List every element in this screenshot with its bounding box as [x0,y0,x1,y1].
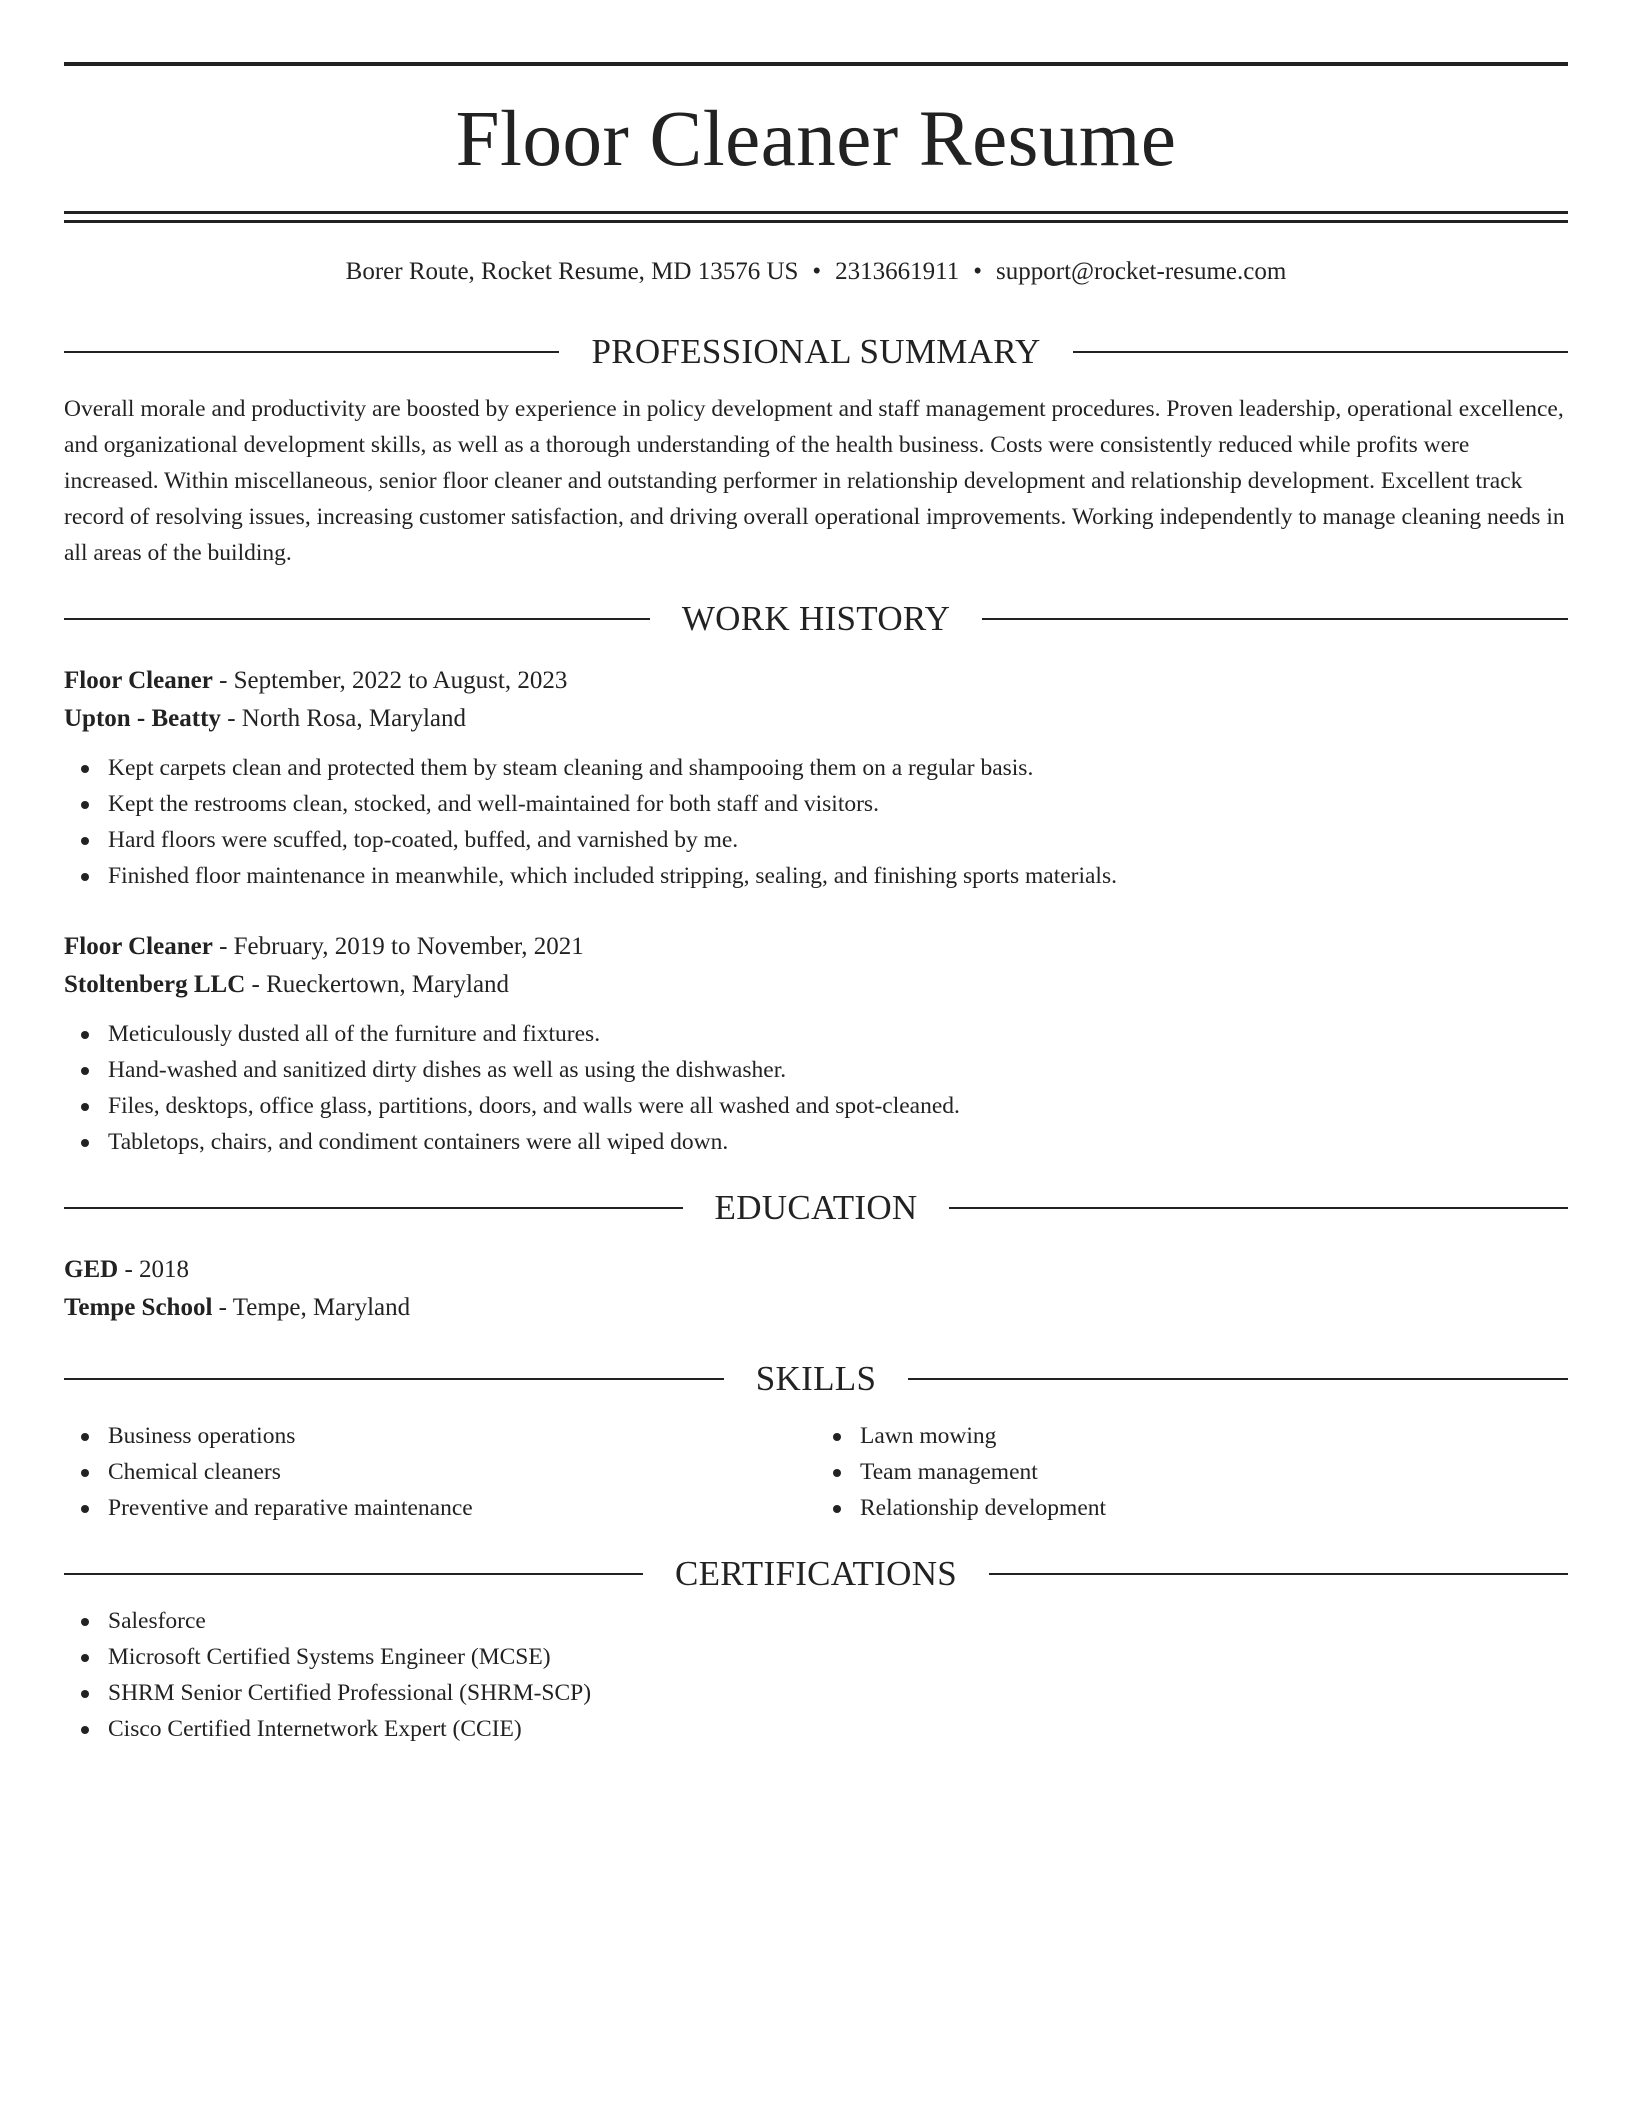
job-company-line [64,966,1568,1004]
list-item: Salesforce [64,1603,1568,1639]
education-entry [64,1251,1568,1327]
contact-email: support@rocket-resume.com [996,258,1287,285]
job-title: Floor Cleaner [64,667,213,694]
section-rule-right [949,1207,1568,1209]
section-title-education: EDUCATION [714,1188,918,1227]
job-company-line [64,700,1568,738]
list-item: Cisco Certified Internetwork Expert (CCIE) [64,1711,1568,1747]
list-item: Kept the restrooms clean, stocked, and well-maintained for both staff and visitors. [64,786,1568,822]
skills-columns [64,1418,1568,1526]
education-school: Tempe School [64,1294,213,1321]
education-school-line [64,1289,1568,1327]
section-header-work-history [64,601,1568,636]
certifications-list [64,1603,1568,1747]
job-bullets [64,750,1568,894]
section-title-skills: SKILLS [755,1359,877,1398]
list-item: Finished floor maintenance in meanwhile, which included stripping, sealing, and finishing sports materials. [64,858,1568,894]
education-location: - Tempe, Maryland [212,1294,411,1321]
job-company: Stoltenberg LLC [64,971,246,998]
list-item: Hard floors were scuffed, top-coated, buffed, and varnished by me. [64,822,1568,858]
job-entry [64,928,1568,1160]
section-rule-left [64,1573,643,1575]
section-title-certifications: CERTIFICATIONS [674,1554,958,1593]
education-degree: GED [64,1256,119,1283]
list-item: Files, desktops, office glass, partitions, doors, and walls were all washed and spot-cleaned. [64,1088,1568,1124]
section-rule-right [982,618,1568,620]
job-company: Upton - Beatty [64,705,221,732]
list-item: Relationship development [816,1490,1568,1526]
contact-line [64,259,1568,284]
list-item: Kept carpets clean and protected them by steam cleaning and shampooing them on a regular basis. [64,750,1568,786]
job-dates: - February, 2019 to November, 2021 [212,933,584,960]
job-location: - Rueckertown, Maryland [245,971,510,998]
contact-separator: • [973,258,983,285]
job-dates: - September, 2022 to August, 2023 [212,667,568,694]
list-item: Microsoft Certified Systems Engineer (MCSE) [64,1639,1568,1675]
summary-paragraph: Overall morale and productivity are boosted by experience in policy development and staff management procedures. Proven leadership, operational excellence, and organizational development skills, as well as a thorough understanding of the health business. Costs were consistently reduced while profits were increased. Within miscellaneous, senior floor cleaner and outstanding performer in relationship development and relationship development. Excellent track record of resolving issues, increasing customer satisfaction, and driving overall operational improvements. Working independently to manage cleaning needs in all areas of the building. [64,396,1565,566]
top-rule [64,62,1568,66]
list-item: SHRM Senior Certified Professional (SHRM-SCP) [64,1675,1568,1711]
list-item: Lawn mowing [816,1418,1568,1454]
list-item: Tabletops, chairs, and condiment containers were all wiped down. [64,1124,1568,1160]
skills-list-left [64,1418,816,1526]
section-rule-right [1073,351,1568,353]
section-rule-left [64,1378,724,1380]
job-location: - North Rosa, Maryland [220,705,467,732]
list-item: Team management [816,1454,1568,1490]
contact-address: Borer Route, Rocket Resume, MD 13576 US [345,258,799,285]
section-header-education [64,1190,1568,1225]
job-title-line [64,662,1568,700]
resume-title: Floor Cleaner Resume [455,96,1177,183]
title-double-rule [64,211,1568,223]
section-rule-right [908,1378,1568,1380]
list-item: Chemical cleaners [64,1454,816,1490]
section-header-skills [64,1361,1568,1396]
job-bullets [64,1016,1568,1160]
section-title-summary: PROFESSIONAL SUMMARY [591,332,1041,371]
skills-list-right [816,1418,1568,1526]
job-title: Floor Cleaner [64,933,213,960]
section-header-summary [64,334,1568,369]
list-item: Business operations [64,1418,816,1454]
list-item: Preventive and reparative maintenance [64,1490,816,1526]
section-rule-left [64,1207,683,1209]
section-rule-right [989,1573,1568,1575]
education-year: - 2018 [118,1256,190,1283]
section-header-certifications [64,1556,1568,1591]
list-item: Meticulously dusted all of the furniture and fixtures. [64,1016,1568,1052]
contact-phone: 2313661911 [835,258,960,285]
job-entry [64,662,1568,894]
job-title-line [64,928,1568,966]
education-degree-line [64,1251,1568,1289]
contact-separator: • [812,258,822,285]
section-title-work-history: WORK HISTORY [681,599,951,638]
section-rule-left [64,351,559,353]
section-rule-left [64,618,650,620]
list-item: Hand-washed and sanitized dirty dishes as well as using the dishwasher. [64,1052,1568,1088]
